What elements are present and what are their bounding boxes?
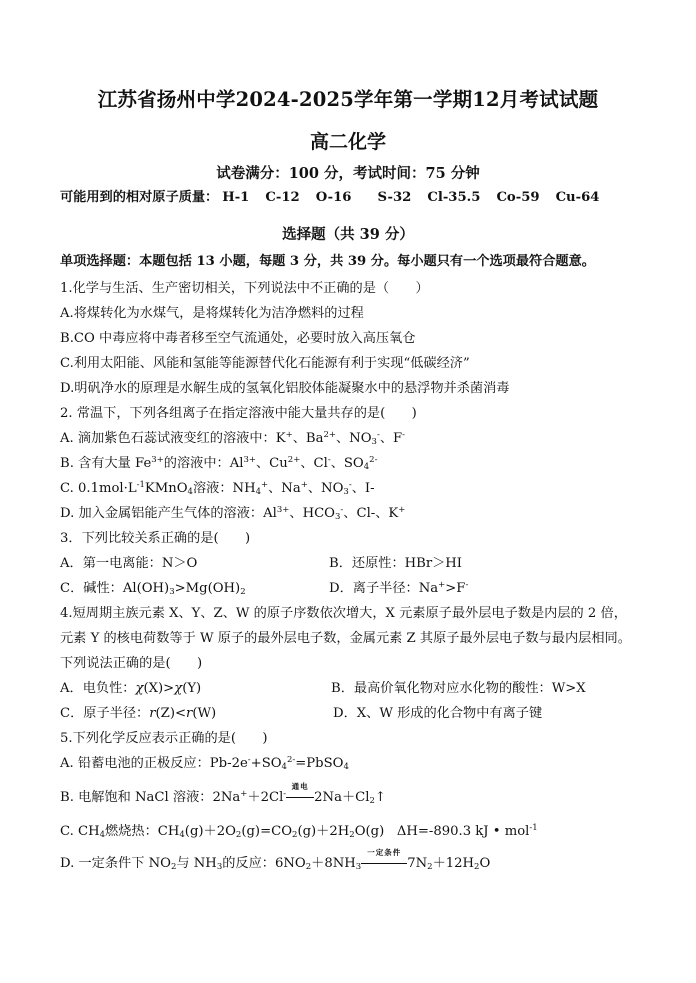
q4-option-c: C．原子半径：r(Z)<r(W) xyxy=(60,706,217,721)
q1-option-c: C.利用太阳能、风能和氢能等能源替代化石能源有利于实现“低碳经济” xyxy=(60,356,470,371)
q5-option-d: D. 一定条件下 $NO_2$与 $NH_3$的反应：$6NO_2+8NH_3$ 一定条件 $7N_2+12H_2O$ xyxy=(60,848,491,872)
q4-stem-line1: 4.短周期主族元素 X、Y、Z、W 的原子序数依次增大，X 元素原子最外层电子数是内层的 2 倍， xyxy=(60,606,627,621)
q2-stem: 2. 常温下，下列各组离子在指定溶液中能大量共存的是( ) xyxy=(60,406,417,421)
q1-stem: 1.化学与生活、生产密切相关，下列说法中不正确的是（ ） xyxy=(60,281,429,296)
condition-arrow: 一定条件 xyxy=(361,856,407,871)
exam-title: 江苏省扬州中学2024-2025学年第一学期12月考试试题 xyxy=(97,88,599,111)
q4-option-b: B．最高价氧化物对应水化物的酸性：W>X xyxy=(331,681,586,696)
electrolysis-arrow: 通电 xyxy=(286,790,314,805)
q3-option-b: B．还原性：HBr＞HI xyxy=(329,556,463,571)
atomic-mass-o: O-16 xyxy=(315,190,352,205)
atomic-mass-label: 可能用到的相对原子质量： xyxy=(60,190,219,205)
atomic-mass-c: C-12 xyxy=(265,190,300,205)
q3-option-d: D．离子半径：Na+>F- xyxy=(329,580,469,596)
atomic-mass-s: S-32 xyxy=(377,190,412,205)
q3-option-a: A．第一电离能：N＞O xyxy=(60,556,198,571)
q3-option-c: C．碱性：$Al(OH)_3>Mg(OH)_2$ xyxy=(60,581,246,597)
q2-option-c: C. $0.1mol\cdot L^{-1}KMnO_4$溶液：$NH_4^+$、Na+、$NO_3^-$、I- xyxy=(60,480,375,497)
q4-option-d: D．X、W 形成的化合物中有离子键 xyxy=(333,706,543,721)
exam-info: 试卷满分：100 分，考试时间：75 分钟 xyxy=(216,165,480,182)
q5-option-a: A. 铅蓄电池的正极反应：$Pb-2e^-+SO_4^{2-}=PbSO_4$ xyxy=(60,755,349,772)
q5-option-c: C. $CH_4$燃烧热：$CH_4(g)+2O_2(g)=CO_2(g)+2H_2O(g)$ ΔH=-890.3 kJ • mol$^{-1}$ xyxy=(60,823,538,840)
subject-title: 高二化学 xyxy=(309,131,386,153)
q2-option-b: B. 含有大量 $Fe^{3+}$的溶液中：$Al^{3+}$、$Cu^{2+}$、Cl-、$SO_4^{2-}$ xyxy=(60,455,378,472)
atomic-mass-cl: Cl-35.5 xyxy=(427,190,481,205)
q5-option-b: B. 电解饱和 NaCl 溶液：2Na+＋2Cl- 通电 $2Na+Cl_2↑$ xyxy=(60,782,386,806)
q4-stem-line2: 元素 Y 的核电荷数等于 W 原子的最外层电子数，金属元素 Z 其原子最外层电子数与最内层相同。 xyxy=(60,631,631,646)
q2-option-d: D. 加入金属铝能产生气体的溶液：$Al^{3+}$、$HCO_3^-$、Cl-、K+ xyxy=(60,505,406,522)
atomic-mass-cu: Cu-64 xyxy=(555,190,600,205)
section-instructions: 单项选择题：本题包括 13 小题，每题 3 分，共 39 分。每小题只有一个选项最符合题意。 xyxy=(60,254,595,269)
q2-option-a: A. 滴加紫色石蕊试液变红的溶液中：K+、$Ba^{2+}$、$NO_3^-$、F- xyxy=(60,430,406,447)
q3-stem: 3．下列比较关系正确的是( ) xyxy=(60,531,251,546)
q5-stem: 5.下列化学反应表示正确的是( ) xyxy=(60,731,268,746)
q1-option-a: A.将煤转化为水煤气，是将煤转化为洁净燃料的过程 xyxy=(60,306,364,321)
q4-option-a: A．电负性：χ(X)>χ(Y) xyxy=(60,681,202,696)
atomic-mass-line xyxy=(60,186,611,205)
q1-option-d: D.明矾净水的原理是水解生成的氢氧化铝胶体能凝聚水中的悬浮物并杀菌消毒 xyxy=(60,381,510,396)
q4-stem-line3: 下列说法正确的是( ) xyxy=(60,656,203,671)
atomic-mass-co: Co-59 xyxy=(496,190,540,205)
q1-option-b: B.CO 中毒应将中毒者移至空气流通处，必要时放入高压氧仓 xyxy=(60,331,416,346)
atomic-mass-h: H-1 xyxy=(222,190,250,205)
section-title: 选择题（共 39 分） xyxy=(282,226,414,243)
